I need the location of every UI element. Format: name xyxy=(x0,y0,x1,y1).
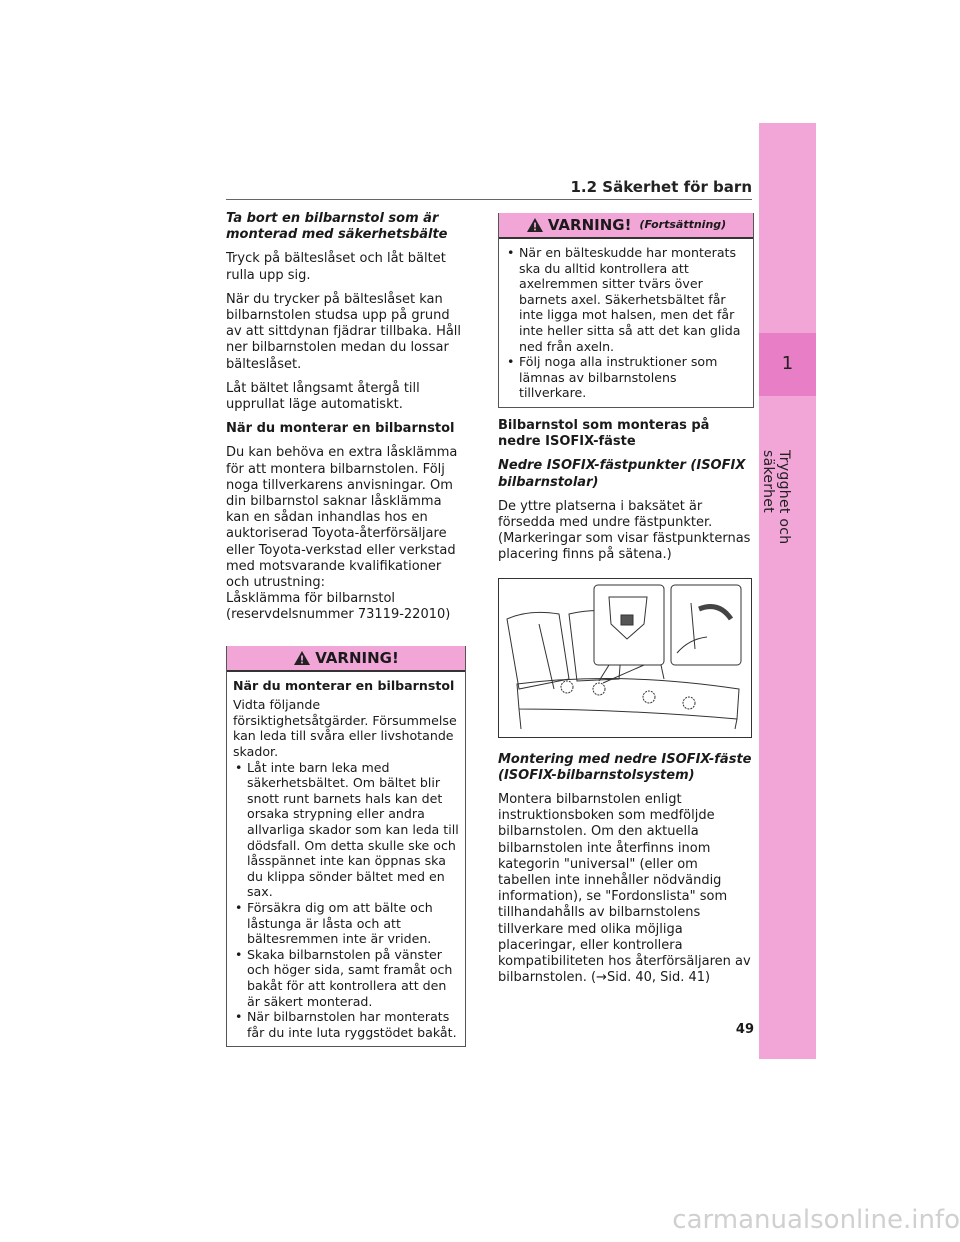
paragraph: De yttre platserna i baksätet är försedda med undre fästpunkter. (Markeringar som visar fästpunkternas placering finns på sätena.) xyxy=(498,498,751,563)
chapter-number: 1 xyxy=(781,353,794,374)
warning-subtitle: När du monterar en bilbarnstol xyxy=(233,677,455,693)
warning-icon xyxy=(526,217,544,233)
warning-list xyxy=(233,760,459,1041)
warning-header xyxy=(227,646,465,672)
section-header: 1.2 Säkerhet för barn xyxy=(570,178,752,196)
mounting-heading: Montering med nedre ISOFIX-fäste (ISOFIX-bilbarnstolsystem) xyxy=(498,751,752,783)
list-item: • Följ noga alla instruktioner som lämnas av bilbarnstolens tillverkare. xyxy=(505,354,747,401)
paragraph: När du trycker på bälteslåset kan bilbarnstolen studsa upp på grund av att sittdynan fjädrar tillbaka. Håll ner bilbarnstolen medan du lossar bälteslåset. xyxy=(226,291,462,372)
list-item: • När en bälteskudde har monterats ska du alltid kontrollera att axelremmen sitter tvärs över barnets axel. Säkerhetsbältet får inte ligga mot halsen, men det får inte heller sitta så att det kan glida ned från axeln. xyxy=(505,245,747,354)
warning-box xyxy=(226,646,466,1048)
part-name: Låsklämma för bilbarnstol xyxy=(226,591,396,607)
anchors-heading: Nedre ISOFIX-fästpunkter (ISOFIX bilbarnstolar) xyxy=(498,458,746,490)
warning-icon xyxy=(293,650,311,666)
list-item: • Låt inte barn leka med säkerhetsbältet. Om bältet blir snott runt barnets hals kan det orsaka strypning eller andra allvarliga skador som kan leda till dödsfall. Om detta skulle ske och låsspännet inte kan öppnas ska du klippa sönder bältet med en sax. xyxy=(233,760,459,900)
chapter-title: Trygghet och säkerhet xyxy=(760,450,792,545)
isofix-illustration xyxy=(498,578,752,738)
warning-continuation: (Fortsättning) xyxy=(639,217,727,231)
paragraph xyxy=(226,445,466,623)
list-item: • Försäkra dig om att bälte och låstunga är låsta och att bältesremmen inte är vriden. xyxy=(233,900,459,947)
header-rule xyxy=(226,199,752,200)
warning-list xyxy=(505,245,747,401)
paragraph: Tryck på bälteslåset och låt bältet rulla upp sig. xyxy=(226,251,446,283)
warning-body xyxy=(227,672,465,1047)
warning-intro: Vidta följande försiktighetsåtgärder. Försummelse kan leda till svåra eller livshotande skador. xyxy=(233,697,457,760)
mount-heading: När du monterar en bilbarnstol xyxy=(226,421,455,437)
warning-box-continued xyxy=(498,213,754,408)
warning-title: VARNING! xyxy=(547,215,632,234)
paragraph-text: Du kan behöva en extra låsklämma för att montera bilbarnstolen. Följ noga tillverkarens anvisningar. Om din bilbarnstol saknar låsklämma kan en sådan inhandlas hos en auktoriserad Toyota-återförsäljare eller Toyota-verkstad eller verkstad med motsvarande kvalifikationer och utrustning: xyxy=(226,445,458,591)
list-item: • När bilbarnstolen har monterats får du inte luta ryggstödet bakåt. xyxy=(233,1009,459,1040)
watermark: carmanualsonline.info xyxy=(672,1205,960,1235)
seat-anchor-drawing xyxy=(499,579,751,737)
list-item: • Skaka bilbarnstolen på vänster och höger sida, samt framåt och bakåt för att kontrollera att den är säkert monterad. xyxy=(233,947,459,1009)
right-column xyxy=(498,213,754,994)
warning-header xyxy=(499,213,753,239)
paragraph: Montera bilbarnstolen enligt instruktionsboken som medföljde bilbarnstolen. Om den aktuella bilbarnstolen inte återfinns inom kategorin "universal" (eller om tabellen inte innehåller nödvändig information), se "Fordonslista" som tillhandahålls av bilbarnstolens tillverkare med olika möjliga placeringar, eller kontrollera kompatibiliteten hos återförsäljaren av bilbarnstolen. (→Sid. 40, Sid. 41) xyxy=(498,791,751,986)
paragraph: Låt bältet långsamt återgå till upprullat läge automatiskt. xyxy=(226,380,420,413)
warning-title: VARNING! xyxy=(315,648,399,667)
isofix-heading: Bilbarnstol som monteras på nedre ISOFIX-fäste xyxy=(498,417,710,450)
page-number: 49 xyxy=(735,1022,754,1037)
part-number: (reservdelsnummer 73119-22010) xyxy=(226,607,451,623)
remove-heading: Ta bort en bilbarnstol som är monterad med säkerhetsbälte xyxy=(226,211,448,243)
warning-body xyxy=(499,239,753,407)
left-column xyxy=(226,211,466,1057)
